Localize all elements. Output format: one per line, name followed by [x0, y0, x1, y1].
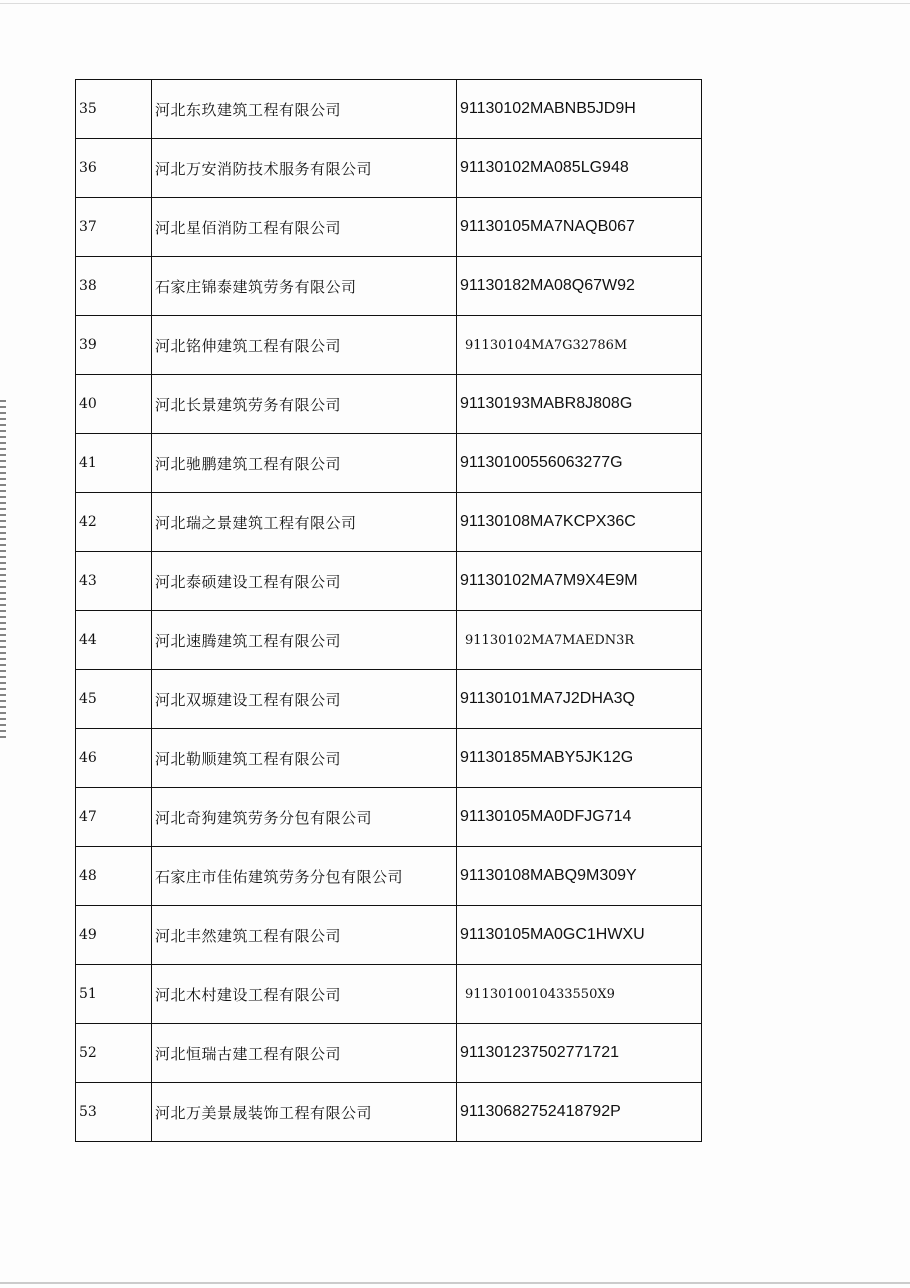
company-name-cell: 河北万安消防技术服务有限公司	[152, 139, 457, 198]
company-name-cell: 河北万美景晟装饰工程有限公司	[152, 1083, 457, 1142]
row-number-cell: 38	[76, 257, 152, 316]
company-name-cell: 河北丰然建筑工程有限公司	[152, 906, 457, 965]
company-name-cell: 石家庄锦泰建筑劳务有限公司	[152, 257, 457, 316]
company-name-cell: 河北恒瑞古建工程有限公司	[152, 1024, 457, 1083]
row-number-cell: 44	[76, 611, 152, 670]
credit-code-cell: 91130105MA0GC1HWXU	[457, 906, 702, 965]
credit-code-cell: 91130100556063277G	[457, 434, 702, 493]
company-name-cell: 河北瑞之景建筑工程有限公司	[152, 493, 457, 552]
credit-code-cell: 91130102MA085LG948	[457, 139, 702, 198]
row-number-cell: 48	[76, 847, 152, 906]
table-body	[76, 80, 702, 1142]
scan-edge-top	[0, 3, 910, 4]
company-name-cell: 河北速腾建筑工程有限公司	[152, 611, 457, 670]
row-number-cell: 53	[76, 1083, 152, 1142]
company-name-cell: 河北双塬建设工程有限公司	[152, 670, 457, 729]
scan-edge-left	[0, 400, 6, 740]
credit-code-cell: 91130102MA7MAEDN3R	[457, 611, 702, 670]
credit-code-cell: 91130104MA7G32786M	[457, 316, 702, 375]
credit-code-cell: 91130102MABNB5JD9H	[457, 80, 702, 139]
table-row	[76, 552, 702, 611]
table-row	[76, 434, 702, 493]
company-name-cell: 河北长景建筑劳务有限公司	[152, 375, 457, 434]
company-registry-table	[75, 79, 702, 1142]
table-row	[76, 1024, 702, 1083]
table-row	[76, 139, 702, 198]
company-name-cell: 河北驰鹏建筑工程有限公司	[152, 434, 457, 493]
company-name-cell: 河北铭伸建筑工程有限公司	[152, 316, 457, 375]
credit-code-cell: 91130105MA0DFJG714	[457, 788, 702, 847]
row-number-cell: 39	[76, 316, 152, 375]
table-row	[76, 375, 702, 434]
company-name-cell: 河北星佰消防工程有限公司	[152, 198, 457, 257]
table-row	[76, 965, 702, 1024]
credit-code-cell: 91130682752418792P	[457, 1083, 702, 1142]
table-row	[76, 257, 702, 316]
company-name-cell: 河北勒顺建筑工程有限公司	[152, 729, 457, 788]
row-number-cell: 43	[76, 552, 152, 611]
credit-code-cell: 91130185MABY5JK12G	[457, 729, 702, 788]
row-number-cell: 47	[76, 788, 152, 847]
row-number-cell: 41	[76, 434, 152, 493]
table-row	[76, 847, 702, 906]
table-row	[76, 493, 702, 552]
table-row	[76, 729, 702, 788]
credit-code-cell: 9113010010433550X9	[457, 965, 702, 1024]
row-number-cell: 40	[76, 375, 152, 434]
row-number-cell: 35	[76, 80, 152, 139]
company-name-cell: 河北木村建设工程有限公司	[152, 965, 457, 1024]
credit-code-cell: 91130182MA08Q67W92	[457, 257, 702, 316]
row-number-cell: 49	[76, 906, 152, 965]
credit-code-cell: 91130108MABQ9M309Y	[457, 847, 702, 906]
table-row	[76, 316, 702, 375]
table-row	[76, 788, 702, 847]
credit-code-cell: 911301237502771721	[457, 1024, 702, 1083]
table-row	[76, 1083, 702, 1142]
company-name-cell: 河北泰硕建设工程有限公司	[152, 552, 457, 611]
row-number-cell: 45	[76, 670, 152, 729]
scan-edge-bottom	[0, 1282, 910, 1284]
credit-code-cell: 91130105MA7NAQB067	[457, 198, 702, 257]
table-row	[76, 80, 702, 139]
row-number-cell: 36	[76, 139, 152, 198]
row-number-cell: 46	[76, 729, 152, 788]
row-number-cell: 52	[76, 1024, 152, 1083]
credit-code-cell: 91130108MA7KCPX36C	[457, 493, 702, 552]
company-name-cell: 河北奇狗建筑劳务分包有限公司	[152, 788, 457, 847]
company-name-cell: 石家庄市佳佑建筑劳务分包有限公司	[152, 847, 457, 906]
table-row	[76, 611, 702, 670]
credit-code-cell: 91130101MA7J2DHA3Q	[457, 670, 702, 729]
table-row	[76, 198, 702, 257]
table-row	[76, 906, 702, 965]
company-name-cell: 河北东玖建筑工程有限公司	[152, 80, 457, 139]
row-number-cell: 37	[76, 198, 152, 257]
row-number-cell: 42	[76, 493, 152, 552]
credit-code-cell: 91130193MABR8J808G	[457, 375, 702, 434]
row-number-cell: 51	[76, 965, 152, 1024]
table-row	[76, 670, 702, 729]
credit-code-cell: 91130102MA7M9X4E9M	[457, 552, 702, 611]
